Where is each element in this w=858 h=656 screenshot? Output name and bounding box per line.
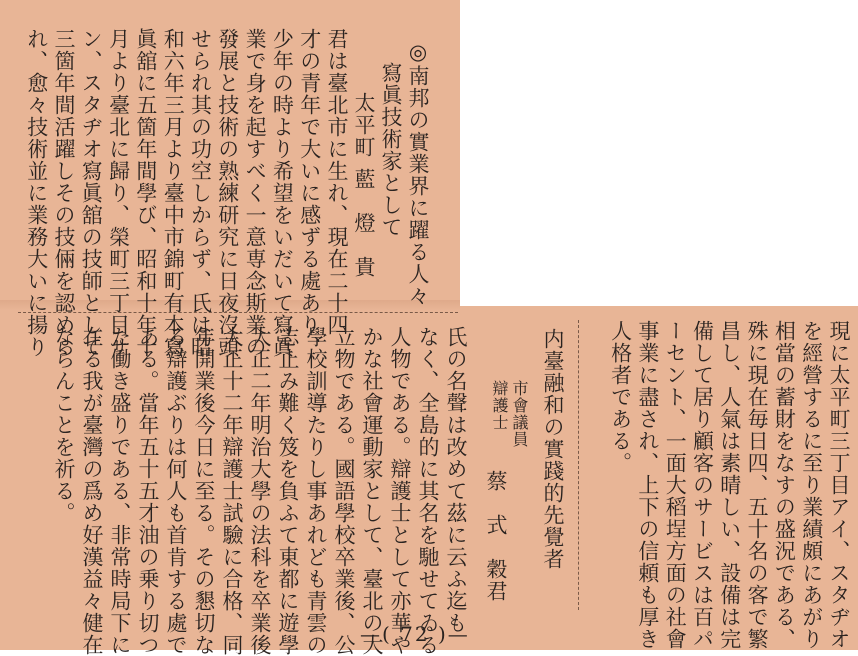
article1-cont-line: を經營するに至り業績頗にあがり <box>799 320 824 650</box>
article2-title: 内臺融和の實踐的先覺者 <box>541 328 565 570</box>
column-divider <box>578 320 579 610</box>
article1-body-line: 君は臺北市に生れ、現在二十四 <box>325 28 349 336</box>
article1-body-line: 才の青年で大いに感ずる處あり、 <box>297 28 322 358</box>
article1-body-line: 三箇年間活躍しその技倆を認めら <box>52 28 76 358</box>
article2-body-line: 在る我が臺灣の爲め好漢益々健在 <box>80 326 104 656</box>
article1-body-line: 月より臺北に歸り、榮町三丁目サ <box>106 28 131 358</box>
article2-author: 蔡 式 穀君 <box>484 470 508 602</box>
article1-address: 太平町 <box>352 92 376 158</box>
article1-body-line: れ、愈々技術並に業務大いに揚り <box>24 28 49 358</box>
article2-body-line: 人物である。辯護士として亦華や <box>388 326 412 656</box>
article2-body-line: ならんことを祈る。 <box>52 326 76 524</box>
article1-cont-line: 昌し、人氣は素晴しい、設備は完 <box>717 320 742 650</box>
article2-body-line: 年開業後今日に至る。その懇切な <box>192 326 216 656</box>
article1-cont-line: ーセント、一面大稻埕方面の社會 <box>663 320 688 650</box>
article2-body-line: ある。當年五十五才油の乗り切つ <box>136 326 160 656</box>
article2-role2: 辯護士 <box>490 380 509 431</box>
column-divider <box>18 312 458 313</box>
article2-role: 市會議員 <box>510 380 529 448</box>
article2-body-line: 大正二年明治大學の法科を卒業後 <box>248 326 272 656</box>
article1-author: 藍 燈 貴 <box>352 168 376 278</box>
article2-body-line: た働き盛りである、非常時局下に <box>108 326 132 656</box>
blank-area <box>460 0 858 306</box>
article2-body-line: かな社會運動家として、臺北の大 <box>360 326 384 656</box>
article2-body-line: 氏の名聲は改めて茲に云ふ迄も <box>444 326 468 634</box>
article1-cont-line: 備して居り顧客のサービスは百パ <box>690 320 715 650</box>
article2-body-line: 立物である。國語學校卒業後、公 <box>332 326 356 656</box>
article1-body-line: 眞舘に五箇年間學び、昭和十年十 <box>133 28 158 358</box>
article2-body-line: 學校訓導たりし事あれども青雲の <box>304 326 328 656</box>
article1-subtitle: 寫眞技術家として <box>379 62 403 238</box>
article1-body-line: 和六年三月より臺中市錦町有本寫 <box>161 28 186 358</box>
article1-body-line: 業で身を起すべく一意専念斯業の <box>243 28 268 358</box>
article1-body-line: ン、スタヂオ寫眞舘の技師として <box>79 28 104 358</box>
article1-cont-line: 殊に現在毎日四、五十名の客で繁 <box>745 320 770 650</box>
article2-body-line: なく、全島的に其名を馳せてゐる <box>416 326 440 656</box>
article1-body-line: 發展と技術の熟練研究に日夜沒頭 <box>215 28 240 358</box>
article1-body-line: 少年の時より希望をいだいて寫眞 <box>270 28 295 358</box>
article1-body-line: せられ其の功空しからず、氏は昭 <box>188 28 213 358</box>
article1-cont-line: 現に太平町三丁目アイ、スタヂオ <box>827 320 851 650</box>
article2-body-line: る辯護ぶりは何人も首肯する處で <box>164 326 188 656</box>
article1-cont-line: 事業に盡され、上下の信頼も厚き <box>635 320 660 650</box>
page-number: —( 72 )— <box>360 622 470 646</box>
article2-body-line: 大正十二年辯護士試驗に合格、同 <box>220 326 244 656</box>
article2-body-line: 志止み難く笈を負ふて東都に遊學 <box>276 326 300 656</box>
article1-title: ◎南邦の實業界に躍る人々 <box>406 40 430 307</box>
article1-cont-line: 人格者である。 <box>608 320 633 474</box>
article1-cont-line: 相當の蓄財をなすの盛況である、 <box>772 320 797 650</box>
